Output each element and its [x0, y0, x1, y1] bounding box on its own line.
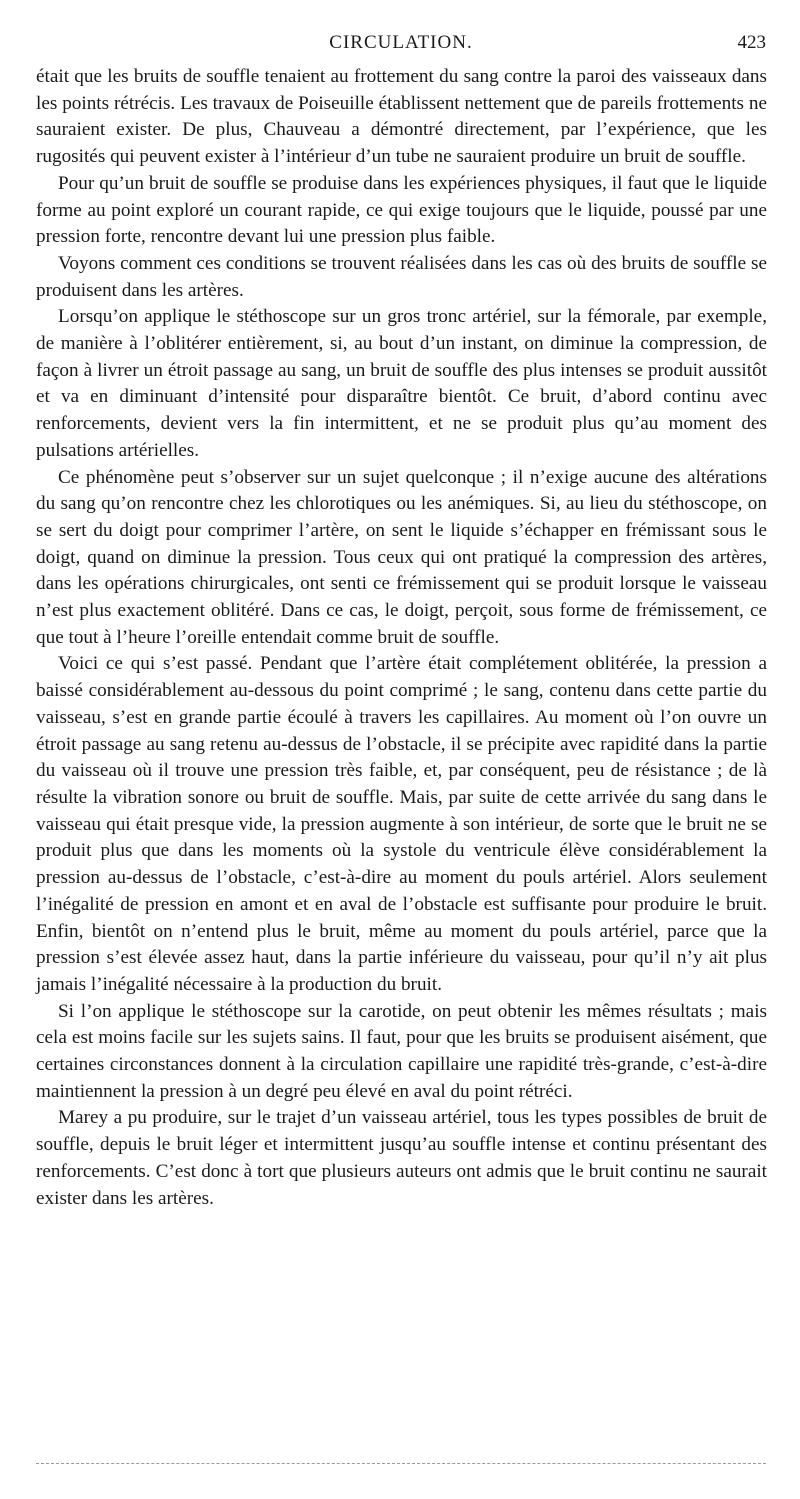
- paragraph-5: Ce phénomène peut s’observer sur un sujet quelconque ; il n’exige aucune des altérations du sang qu’on rencontre chez les chlorotiques ou les anémiques. Si, au lieu du stéthoscope, on se sert du doigt pour comprimer l’artère, on sent le liquide s’échapper en frémissant sous le doigt, quand on diminue la pression. Tous ceux qui ont pratiqué la compression des artères, dans les opérations chirurgicales, ont senti ce frémissement qui se produit lorsque le vaisseau n’est plus exactement oblitéré. Dans ce cas, le doigt, perçoit, sous forme de frémissement, ce que tout à l’heure l’oreille entendait comme bruit de souffle.: [36, 466, 767, 648]
- body-text: [36, 64, 767, 1212]
- paragraph-4: Lorsqu’on applique le stéthoscope sur un gros tronc artériel, sur la fémorale, par exemple, de manière à l’oblitérer entièrement, si, au bout d’un instant, on diminue la compression, de façon à livrer un étroit passage au sang, un bruit de souffle des plus intenses se produit aussitôt et va en diminuant d’intensité pour disparaître bientôt. Ce bruit, d’abord continu avec renforcements, devient vers la fin intermittent, et ne se produit plus qu’au moment des pulsations artérielles.: [36, 306, 767, 461]
- paragraph-1: était que les bruits de souffle tenaient au frottement du sang contre la paroi des vaisseaux dans les points rétrécis. Les travaux de Poiseuille établissent nettement que de pareils frottements ne sauraient exister. De plus, Chauveau a démontré directement, par l’expérience, que les rugosités qui peuvent exister à l’intérieur d’un tube ne sauraient produire un bruit de souffle.: [36, 66, 767, 168]
- bottom-rule: [36, 1463, 766, 1464]
- page-number: 423: [737, 32, 766, 53]
- paragraph-8: Marey a pu produire, sur le trajet d’un vaisseau artériel, tous les types possibles de bruit de souffle, depuis le bruit léger et intermittent jusqu’au souffle intense et continu présentant des renforcements. C’est donc à tort que plusieurs auteurs ont admis que le bruit continu ne saurait exister dans les artères.: [36, 1107, 767, 1209]
- running-head: [36, 32, 766, 58]
- paragraph-7: Si l’on applique le stéthoscope sur la carotide, on peut obtenir les mêmes résultats ; mais cela est moins facile sur les sujets sains. Il faut, pour que les bruits se produisent aisément, que certaines circonstances donnent à la circulation capillaire une rapidité très-grande, c’est-à-dire maintiennent la pression à un degré peu élevé en aval du point rétréci.: [36, 1000, 767, 1102]
- paragraph-6: Voici ce qui s’est passé. Pendant que l’artère était complétement oblitérée, la pression a baissé considérablement au-dessous du point comprimé ; le sang, contenu dans cette partie du vaisseau, s’est en grande partie écoulé à travers les capillaires. Au moment où l’on ouvre un étroit passage au sang retenu au-dessus de l’obstacle, il se précipite avec rapidité dans la partie du vaisseau où il trouve une pression très faible, et, par conséquent, peu de résistance ; de là résulte la vibration sonore ou bruit de souffle. Mais, par suite de cette arrivée du sang dans le vaisseau qui était presque vide, la pression augmente à son intérieur, de sorte que le bruit ne se produit plus que dans les moments où la systole du ventricule élève considérablement la pression au-dessus de l’obstacle, c’est-à-dire au moment du pouls artériel. Alors seulement l’inégalité de pression en amont et en aval de l’obstacle est suffisante pour produire le bruit. Enfin, bientôt on n’entend plus le bruit, même au moment du pouls artériel, parce que la pression s’est élevée assez haut, dans la partie inférieure du vaisseau, pour qu’il n’y ait plus jamais l’inégalité nécessaire à la production du bruit.: [36, 653, 767, 995]
- paragraph-3: Voyons comment ces conditions se trouvent réalisées dans les cas où des bruits de souffle se produisent dans les artères.: [36, 252, 767, 301]
- running-title: CIRCULATION.: [329, 32, 473, 53]
- paragraph-2: Pour qu’un bruit de souffle se produise dans les expériences physiques, il faut que le liquide forme au point exploré un courant rapide, ce qui exige toujours que le liquide, poussé par une pression forte, rencontre devant lui une pression plus faible.: [36, 172, 767, 248]
